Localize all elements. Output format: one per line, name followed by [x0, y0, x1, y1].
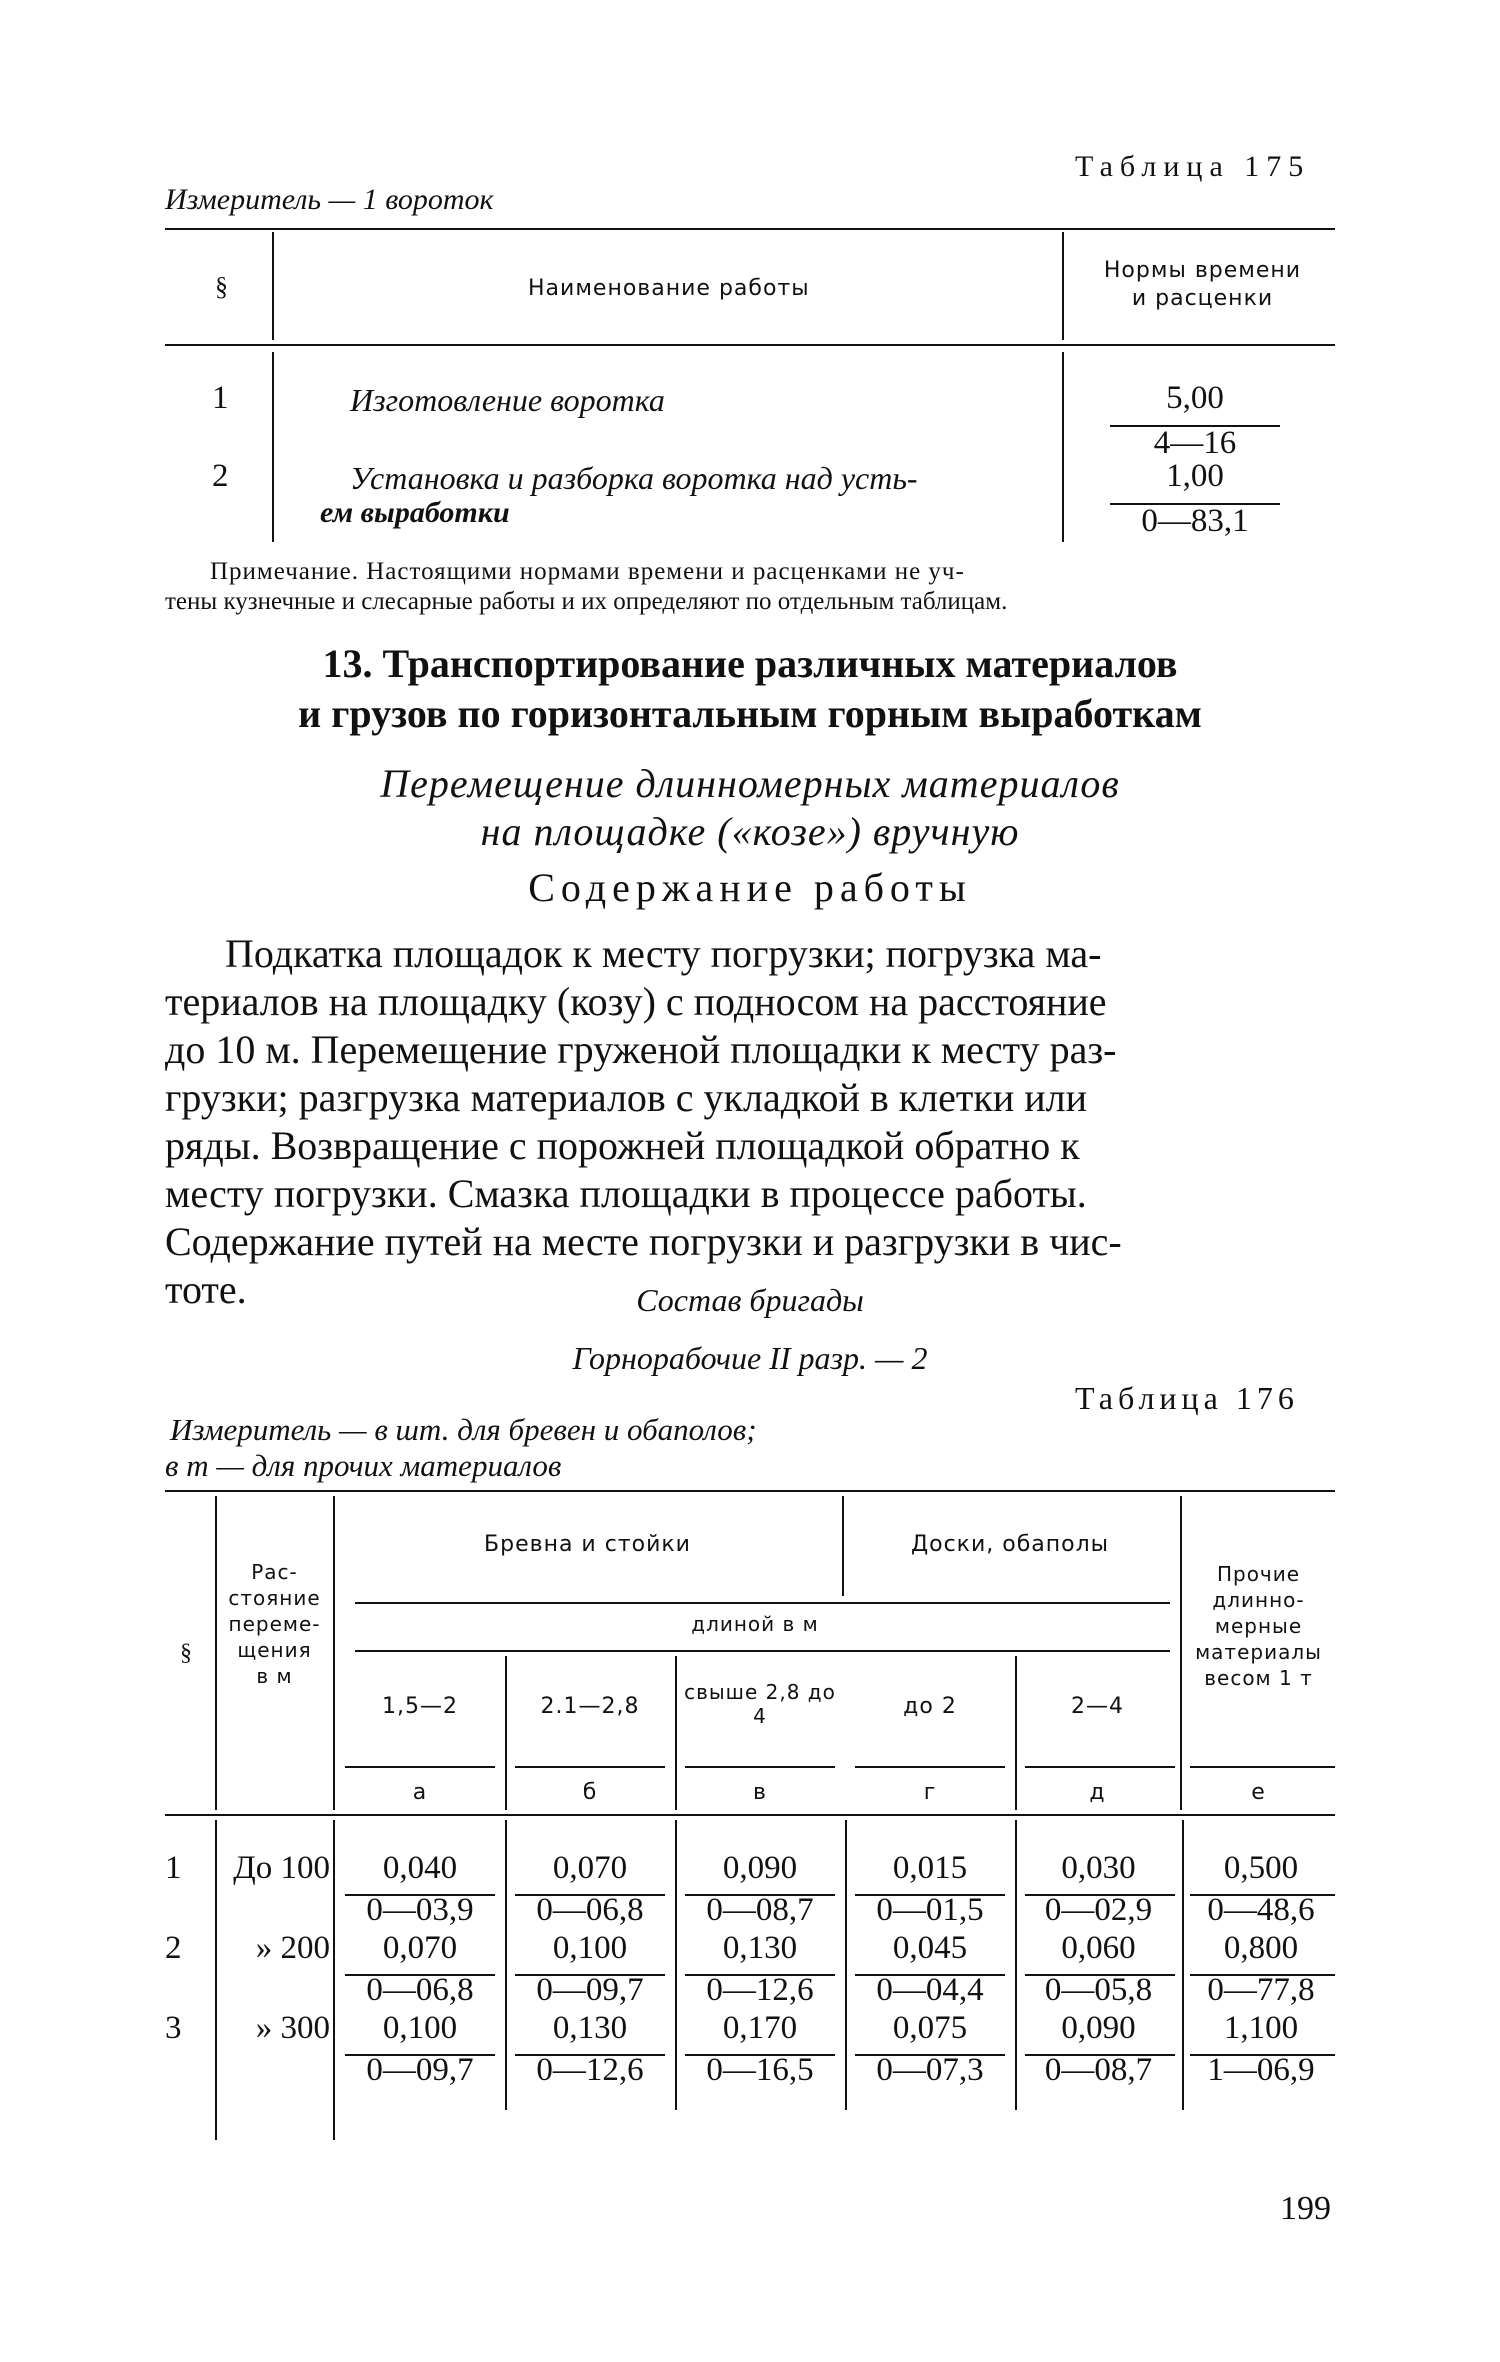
table-176-cell-norm: 0,070 — [552, 1850, 628, 1886]
table-175-row-2-name-1: Установка и разборка воротка над усть- — [350, 460, 918, 496]
table-176-header-distance: щения — [237, 1638, 312, 1662]
table-176-row-distance: » 200 — [255, 1930, 330, 1966]
table-176-cell-rate: 1—06,9 — [1207, 2052, 1315, 2088]
page-number: 199 — [1280, 2190, 1331, 2227]
table-176-col-rule — [215, 1820, 217, 2140]
table-176-header-rule — [165, 1814, 1335, 1816]
table-176-col-letter: б — [582, 1780, 598, 1805]
table-176-col-rule — [1015, 1820, 1017, 2110]
table-176-col-header: свыше 2,8 до 4 — [684, 1680, 836, 1728]
table-176-header-other: Прочие — [1216, 1562, 1301, 1586]
table-176-meter-2: в т — для прочих материалов — [165, 1448, 562, 1483]
table-176-header-other: весом 1 т — [1204, 1666, 1313, 1690]
table-176-col-header: 1,5—2 — [382, 1694, 458, 1719]
table-176-header-distance: Рас- — [251, 1560, 298, 1584]
table-176-col-rule — [333, 1820, 335, 2140]
table-176-cell-norm: 0,170 — [722, 2010, 798, 2046]
table-175-col-rule — [272, 352, 274, 542]
table-176-header-section: § — [180, 1640, 192, 1666]
table-176-cell-norm: 0,070 — [382, 1930, 458, 1966]
section-subtitle-2: на площадке («козе») вручную — [480, 809, 1020, 854]
table-175-col-rule — [1062, 352, 1064, 542]
table-176-cell-rate: 0—06,8 — [536, 1892, 644, 1928]
table-176-col-letter: а — [412, 1780, 428, 1805]
table-176-cell-norm: 1,100 — [1223, 2010, 1299, 2046]
table-176-cell-rate: 0—16,5 — [706, 2052, 814, 2088]
table-175-header-rule — [165, 344, 1335, 346]
table-176-letter-rule — [1190, 1766, 1335, 1768]
table-175-row-1-norm: 5,00 — [1166, 380, 1224, 416]
table-176-cell-rate: 0—12,6 — [706, 1972, 814, 2008]
table-176-header-boards: Доски, обаполы — [910, 1532, 1110, 1557]
table-176-row-number: 3 — [165, 2010, 182, 2046]
table-176-cell-rate: 0—77,8 — [1207, 1972, 1315, 2008]
table-176-cell-rate: 0—05,8 — [1044, 1972, 1153, 2008]
table-176-cell-norm: 0,130 — [722, 1930, 798, 1966]
content-line: грузки; разгрузка материалов с укладкой в клетки или — [165, 1075, 1087, 1120]
table-176-cell-rate: 0—07,3 — [876, 2052, 984, 2088]
table-176-row-number: 1 — [165, 1850, 182, 1886]
table-175-row-1-name: Изготовление воротка — [350, 382, 665, 418]
content-line: Подкатка площадок к месту погрузки; погрузка ма- — [225, 931, 1102, 976]
table-176-cell-norm: 0,090 — [722, 1850, 798, 1886]
table-176-cell-rate: 0—03,9 — [366, 1892, 474, 1928]
table-176-cell-norm: 0,030 — [1061, 1850, 1136, 1886]
table-176-cell-norm: 0,015 — [892, 1850, 968, 1886]
table-176-cell-norm: 0,100 — [382, 2010, 458, 2046]
table-176-col-rule — [842, 1496, 844, 1596]
table-175-header-section: § — [215, 272, 228, 301]
table-176-letter-rule — [345, 1766, 495, 1768]
table-175-row-1-rate: 4—16 — [1153, 425, 1237, 461]
table-175-row-2-rate: 0—83,1 — [1141, 503, 1249, 539]
content-line: териалов на площадку (козу) с подносом на расстояние — [165, 979, 1107, 1024]
table-176-col-header: 2—4 — [1071, 1694, 1124, 1719]
table-175-row-2-norm: 1,00 — [1166, 458, 1224, 494]
section-subtitle-1: Перемещение длинномерных материалов — [380, 761, 1120, 806]
table-176-col-letter: в — [753, 1780, 767, 1805]
table-175-col-rule — [272, 232, 274, 340]
content-line: месту погрузки. Смазка площадки в процессе работы. — [165, 1171, 1087, 1216]
table-176-header-logs: Бревна и стойки — [484, 1532, 691, 1557]
table-175-note-2: тены кузнечные и слесарные работы и их определяют по отдельным таблицам. — [165, 588, 1008, 615]
table-176-cell-norm: 0,100 — [552, 1930, 628, 1966]
table-176-cell-rate: 0—09,7 — [536, 1972, 644, 2008]
table-176-letter-rule — [685, 1766, 835, 1768]
table-176-cell-rate: 0—48,6 — [1207, 1892, 1315, 1928]
crew-composition: Горнорабочие II разр. — 2 — [572, 1340, 928, 1376]
table-176-col-header: 2.1—2,8 — [540, 1694, 640, 1719]
table-176-row-distance: До 100 — [233, 1850, 330, 1886]
table-176-cell-norm: 0,130 — [552, 2010, 628, 2046]
table-176-letter-rule — [515, 1766, 665, 1768]
table-175-meter: Измеритель — 1 вороток — [165, 183, 494, 216]
table-176-header-other: длинно- — [1212, 1588, 1305, 1612]
table-176-cell-rate: 0—02,9 — [1044, 1892, 1153, 1928]
table-175-header-name: Наименование работы — [528, 276, 810, 301]
table-176-header-distance: стояние — [228, 1586, 321, 1610]
table-175-col-rule — [1062, 232, 1064, 340]
content-line: тоте. — [165, 1267, 247, 1312]
table-176-header-distance: в м — [256, 1664, 293, 1688]
table-176-letter-rule — [1025, 1766, 1175, 1768]
table-176-col-letter: е — [1251, 1780, 1266, 1805]
crew-heading: Состав бригады — [636, 1282, 864, 1318]
table-175-row-2-name-2: ем выработки — [320, 496, 510, 529]
table-176-cell-norm: 0,060 — [1061, 1930, 1136, 1966]
section-title-1: 13. Транспортирование различных материалов — [322, 641, 1178, 686]
table-175-row-2-number: 2 — [212, 458, 229, 494]
table-176-cell-rate: 0—09,7 — [366, 2052, 474, 2088]
table-176-cell-rate: 0—06,8 — [366, 1972, 474, 2008]
table-176-cell-norm: 0,040 — [382, 1850, 458, 1886]
table-176-meter-1: Измеритель — в шт. для бревен и обаполов; — [170, 1412, 757, 1447]
table-176-cell-norm: 0,800 — [1223, 1930, 1299, 1966]
table-176-cell-rate: 0—12,6 — [536, 2052, 644, 2088]
table-176-group-rule — [355, 1650, 1170, 1652]
table-176-group-rule — [355, 1602, 1170, 1604]
table-176-cell-rate: 0—04,4 — [876, 1972, 984, 2008]
table-176-row-distance: » 300 — [255, 2010, 330, 2046]
table-176-row-number: 2 — [165, 1930, 182, 1966]
content-line: до 10 м. Перемещение груженой площадки к месту раз- — [165, 1027, 1117, 1072]
table-176-header-other: мерные — [1214, 1614, 1303, 1638]
table-176-header-length: длиной в м — [691, 1612, 819, 1636]
table-176-col-rule — [675, 1820, 677, 2110]
table-176-col-rule — [1182, 1820, 1184, 2110]
table-176-col-header: до 2 — [903, 1694, 957, 1719]
table-175-header-norms-1: Нормы времени — [1103, 258, 1302, 283]
content-heading: Содержание работы — [528, 865, 972, 910]
section-title-2: и грузов по горизонтальным горным выработкам — [298, 691, 1202, 736]
table-176-cell-norm: 0,075 — [892, 2010, 968, 2046]
table-176-col-letter: д — [1089, 1780, 1106, 1805]
table-176-cell-norm: 0,500 — [1223, 1850, 1299, 1886]
table-175-row-1-number: 1 — [212, 380, 229, 416]
table-176-cell-rate: 0—08,7 — [1044, 2052, 1153, 2088]
table-176-top-rule — [165, 1490, 1335, 1492]
table-175-header-norms-2: и расценки — [1131, 286, 1274, 311]
content-line: Содержание путей на месте погрузки и разгрузки в чис- — [165, 1219, 1122, 1264]
table-176-cell-rate: 0—01,5 — [876, 1892, 984, 1928]
table-176-letter-rule — [855, 1766, 1005, 1768]
table-176-header-other: материалы — [1195, 1640, 1322, 1664]
table-176-header-distance: переме- — [228, 1612, 321, 1636]
content-line: ряды. Возвращение с порожней площадкой обратно к — [165, 1123, 1080, 1168]
table-176-col-rule — [845, 1820, 847, 2110]
table-175-top-rule — [165, 228, 1335, 230]
table-175-note-1: Примечание. Настоящими нормами времени и расценками не уч- — [210, 558, 965, 585]
table-176-cell-rate: 0—08,7 — [706, 1892, 814, 1928]
table-176-col-rule — [505, 1820, 507, 2110]
table-176-cell-norm: 0,045 — [892, 1930, 968, 1966]
table-176-cell-norm: 0,090 — [1061, 2010, 1136, 2046]
table-176-col-letter: г — [923, 1780, 937, 1805]
table-175-label: Таблица 175 — [1075, 150, 1311, 183]
table-176-label: Таблица 176 — [1075, 1380, 1299, 1416]
